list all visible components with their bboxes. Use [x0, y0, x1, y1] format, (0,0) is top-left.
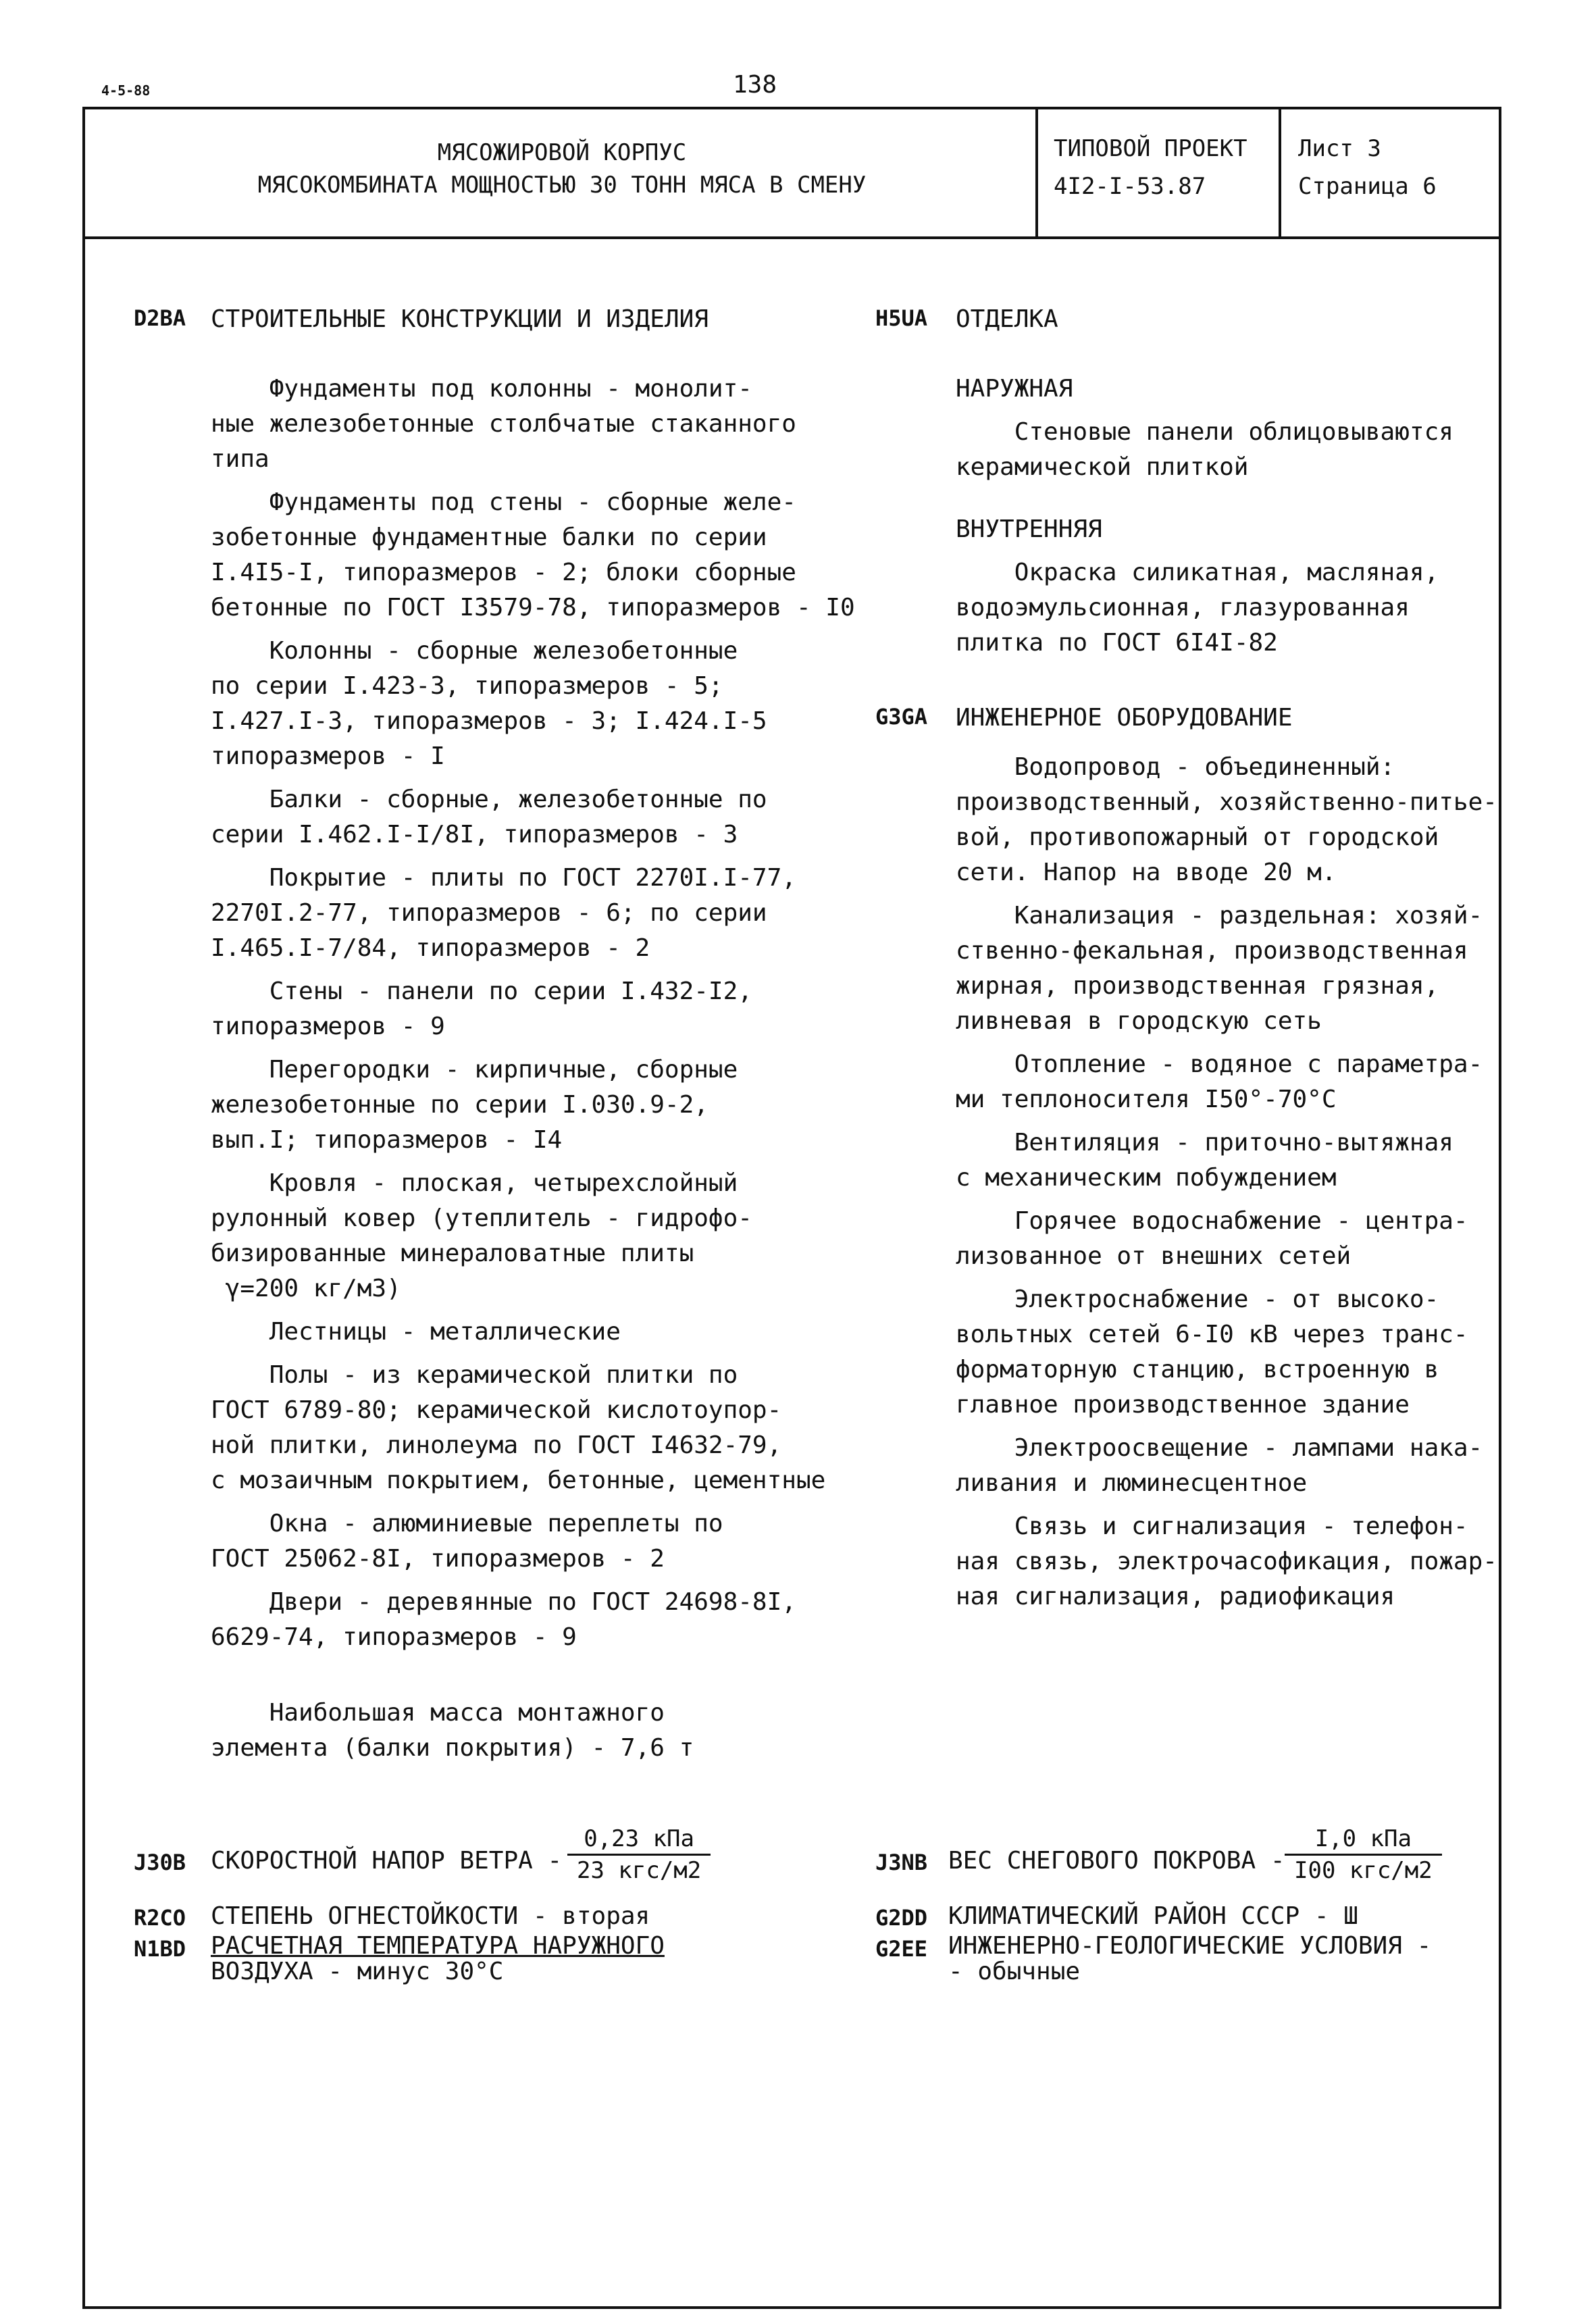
wind-pressure-kpa: 0,23 кПа [567, 1824, 711, 1856]
wind-pressure-label: СКОРОСТНОЙ НАПОР ВЕТРА - [211, 1847, 563, 1875]
equipment-item: Горячее водоснабжение - центра- лизованное от внешних сетей [956, 1207, 1468, 1270]
stamp-sheet [1298, 130, 1437, 205]
equipment-item: Связь и сигнализация - телефон- ная связь, электрочасофикация, пожар- ная сигнализация, радиофикация [956, 1513, 1497, 1610]
stamp-project-label: ТИПОВОЙ ПРОЕКТ [1054, 135, 1247, 162]
section-code: G3GA [875, 704, 928, 730]
equipment-item: Отопление - водяное с параметра- ми теплоносителя I50°-70°С [956, 1050, 1483, 1113]
section-heading-equipment: ИНЖЕНЕРНОЕ ОБОРУДОВАНИЕ [956, 704, 1293, 732]
design-temperature-line1: РАСЧЕТНАЯ ТЕМПЕРАТУРА НАРУЖНОГО [211, 1932, 665, 1960]
exterior-heading: НАРУЖНАЯ [956, 375, 1073, 403]
structure-item: Двери - деревянные по ГОСТ 24698-8I, 6629-74, типоразмеров - 9 [211, 1588, 796, 1651]
climate-region: КЛИМАТИЧЕСКИЙ РАЙОН СССР - Ш [948, 1902, 1358, 1930]
section-heading-finish: ОТДЕЛКА [956, 305, 1058, 333]
structure-item: Лестницы - металлические [211, 1318, 621, 1346]
snow-load-kpa: I,0 кПа [1285, 1824, 1442, 1856]
snow-load-kgs: I00 кгс/м2 [1294, 1857, 1433, 1884]
snow-load-value [1285, 1824, 1442, 1885]
mass-note: Наибольшая масса монтажного элемента (балки покрытия) - 7,6 т [211, 1699, 694, 1762]
param-code: G2EE [875, 1936, 928, 1962]
interior-text: Окраска силикатная, масляная, водоэмульсионная, глазурованная плитка по ГОСТ 6I4I-82 [956, 559, 1439, 657]
equipment-item: Канализация - раздельная: хозяй- ственно-фекальная, производственная жирная, производственная грязная, ливневая в городскую сеть [956, 902, 1483, 1035]
stamp-title-line2: МЯСОКОМБИНАТА МОЩНОСТЬЮ 30 ТОНН МЯСА В СМЕНУ [257, 172, 867, 199]
title-stamp [82, 107, 1501, 239]
structure-item: Стены - панели по серии I.432-I2, типоразмеров - 9 [211, 977, 752, 1040]
param-code: N1BD [134, 1936, 186, 1962]
structures-list [211, 372, 859, 1766]
structure-item: Фундаменты под колонны - монолит- ные железобетонные столбчатые стаканного типа [211, 375, 796, 473]
interior-heading: ВНУТРЕННЯЯ [956, 515, 1102, 543]
stamp-divider [1279, 107, 1281, 236]
design-temperature [211, 1933, 665, 1985]
structure-item: Окна - алюминиевые переплеты по ГОСТ 25062-8I, типоразмеров - 2 [211, 1510, 723, 1573]
equipment-item: Электроосвещение - лампами нака- ливания и люминесцентное [956, 1434, 1483, 1497]
section-heading-structures: СТРОИТЕЛЬНЫЕ КОНСТРУКЦИИ И ИЗДЕЛИЯ [211, 305, 709, 333]
wind-pressure-value [567, 1824, 711, 1885]
stamp-title [103, 136, 1021, 201]
stamp-title-line1: МЯСОЖИРОВОЙ КОРПУС [437, 139, 687, 166]
wind-pressure-kgs: 23 кгс/м2 [577, 1857, 702, 1884]
snow-load-label: ВЕС СНЕГОВОГО ПОКРОВА - [948, 1847, 1285, 1875]
finish-block [956, 372, 1496, 661]
section-code: D2BA [134, 305, 186, 331]
structure-item: Полы - из керамической плитки по ГОСТ 6789-80; керамической кислотоупор- ной плитки, линолеума по ГОСТ I4632-79, с мозаичным покрытием, бетонные, цементные [211, 1361, 826, 1494]
param-code: J30B [134, 1850, 186, 1875]
design-temperature-line2: ВОЗДУХА - минус 30°С [211, 1958, 504, 1985]
structure-item: Фундаменты под стены - сборные желе- зобетонные фундаментные балки по серии I.4I5-I, типоразмеров - 2; блоки сборные бетонные по ГОСТ I3579-78, типоразмеров - I0 [211, 488, 855, 621]
param-code: J3NB [875, 1850, 928, 1875]
corner-mark: 4-5-88 [101, 82, 151, 99]
geology-conditions [948, 1933, 1431, 1985]
equipment-item: Водопровод - объединенный: производственный, хозяйственно-питье- вой, противопожарный от городской сети. Напор на вводе 20 м. [956, 753, 1497, 886]
structure-item: Колонны - сборные железобетонные по серии I.423-3, типоразмеров - 5; I.427.I-3, типоразмеров - 3; I.424.I-5 типоразмеров - I [211, 637, 767, 770]
equipment-item: Вентиляция - приточно-вытяжная с механическим побуждением [956, 1129, 1453, 1192]
param-code: G2DD [875, 1905, 928, 1931]
stamp-project [1054, 130, 1247, 205]
stamp-divider [1035, 107, 1038, 236]
stamp-project-number: 4I2-I-53.87 [1054, 173, 1206, 200]
structure-item: Кровля - плоская, четырехслойный рулонный ковер (утеплитель - гидрофо- бизированные минераловатные плиты γ=200 кг/м3) [211, 1169, 752, 1302]
exterior-text: Стеновые панели облицовываются керамической плиткой [956, 418, 1453, 481]
stamp-sheet-number: Лист 3 [1298, 135, 1381, 162]
equipment-list [956, 750, 1496, 1623]
section-code: H5UA [875, 305, 928, 331]
geology-conditions-line1: ИНЖЕНЕРНО-ГЕОЛОГИЧЕСКИЕ УСЛОВИЯ - [948, 1932, 1432, 1960]
equipment-item: Электроснабжение - от высоко- вольтных сетей 6-I0 кВ через транс- форматорную станцию, встроенную в главное производственное здание [956, 1286, 1468, 1419]
param-code: R2CO [134, 1905, 186, 1931]
structure-item: Перегородки - кирпичные, сборные железобетонные по серии I.030.9-2, вып.I; типоразмеров - I4 [211, 1056, 738, 1154]
geology-conditions-line2: - обычные [948, 1958, 1081, 1985]
page-number: 138 [733, 71, 777, 99]
structure-item: Покрытие - плиты по ГОСТ 2270I.I-77, 2270I.2-77, типоразмеров - 6; по серии I.465.I-7/84, типоразмеров - 2 [211, 864, 796, 962]
structure-item: Балки - сборные, железобетонные по серии I.462.I-I/8I, типоразмеров - 3 [211, 786, 767, 848]
stamp-page-number: Страница 6 [1298, 173, 1437, 200]
fire-resistance: СТЕПЕНЬ ОГНЕСТОЙКОСТИ - вторая [211, 1902, 650, 1930]
